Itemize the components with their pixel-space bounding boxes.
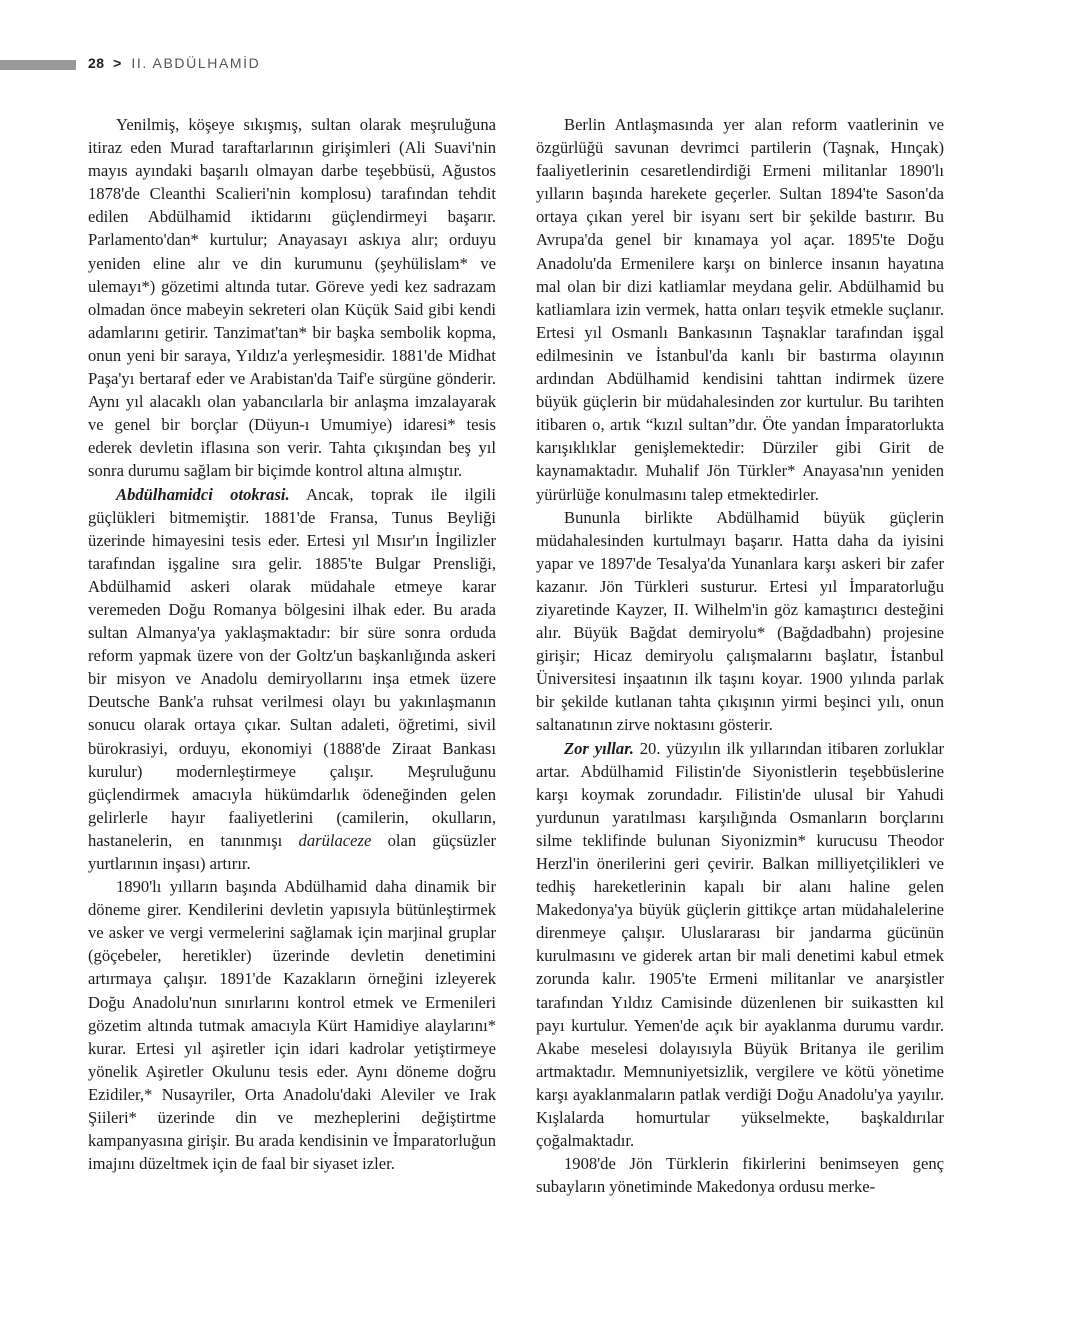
section-heading: Abdülhamidci otokrasi. <box>116 484 290 504</box>
paragraph <box>88 483 496 876</box>
paragraph-text: 20. yüzyılın ilk yıllarından itibaren zorluklar artar. Abdülhamid Filistin'de Siyonistlerin teşebbüslerine karşı koymak zorundadır. Filistin'de ulusal bir Yahudi yurdunun yaratılması karşılığında Osmanların borçlarını silme teklifinde bulunan Siyonizmin* kurucusu Theodor Herzl'in önerilerini geri çevirir. Balkan milliyetçilikleri ve tedhiş hareketlerinin kapalı bir alanı haline gelen Makedonya'ya büyük güçlerin gittikçe artan müdahalelerine direnmeye çalışır. Uluslararası bir jandarma gücünün kurulmasını ve giderek artan bir mali denetimi kabul etmek zorunda kalır. 1905'te Ermeni militanlar ve anarşistler tarafından Yıldız Camisinde düzenlenen bir suikastten kıl payı kurtulur. Yemen'de açık bir ayaklanma durumu vardır. Akabe meselesi dolayısıyla Büyük Britanya ile gerilim artmaktadır. Memnuniyetsizlik, vergilere ve kötü yönetime karşı ayaklanmaların patlak verdiği Doğu Anadolu'ya yayılır. Kışlalarda homurtular yükselmekte, başkaldırılar çoğalmaktadır. <box>536 738 944 1151</box>
paragraph-text: Ancak, toprak ile ilgili güçlükleri bitmemiştir. 1881'de Fransa, Tunus Beyliği üzerinde himayesini tesis eder. Ertesi yıl Mısır'ın İngilizler tarafından işgaline sıra gelir. 1885'te Bulgar Prensliği, Abdülhamid askeri olarak müdahale etmeye karar veremeden Doğu Romanya bölgesini ilhak eder. Bu arada sultan Almanya'ya yaklaşmaktadır: bir süre sonra orduda reform yapmak üzere von der Goltz'un başkanlığında askeri bir misyon ve Anadolu demiryollarını inşa etmek üzere Deutsche Bank'a ruhsat verilmesi olayı bu yakınlaşmanın sonucu olarak ortaya çıkar. Sultan adaleti, öğretimi, sivil bürokrasiyi, orduyu, ekonomiyi (1888'de Ziraat Bankası kurulur) modernleştirmeye çalışır. Meşruluğunu güçlendirmek amacıyla hükümdarlık ödeneğinden gelen gelirlerle hayır faaliyetlerini (camilerin, okulların, hastanelerin, en tanınmışı <box>88 484 496 850</box>
right-column <box>536 113 944 1198</box>
italic-term: darülaceze <box>298 830 372 850</box>
chapter-title: II. ABDÜLHAMİD <box>131 55 261 71</box>
paragraph: Yenilmiş, köşeye sıkışmış, sultan olarak meşruluğuna itiraz eden Murad taraftarlarının girişimleri (Ali Suavi'nin mayıs ayındaki başarılı olmayan darbe teşebbüsü, Ağustos 1878'de Cleanthi Scalieri'nin komplosu) tarafından tehdit edilen Abdülhamid iktidarını güçlendirmeyi başarır. Parlamento'dan* kurtulur; Anayasayı askıya alır; orduyu yeniden eline alır ve din kurumunu (şeyhülislam* ve ulemayı*) gözetimi altında tutar. Göreve yedi kez sadrazam olmadan önce mabeyin sekreteri olan Küçük Said gibi kendi adamlarını getirir. Tanzimat'tan* bir başka sembolik kopma, onun yeni bir saraya, Yıldız'a yerleşmesidir. 1881'de Midhat Paşa'yı bertaraf eder ve Arabistan'da Taif'e sürgüne gönderir. Aynı yıl alacaklı olan yabancılarla bir anlaşma imzalayarak ve genel bir borçlar (Düyun-ı Umumiye) idaresi* tesis ederek devletin iflasına son verir. Tahta çıkışından beş yıl sonra durumu sağlam bir biçimde kontrol altına almıştır. <box>88 115 496 481</box>
section-heading: Zor yıllar. <box>564 738 634 758</box>
paragraph: Berlin Antlaşmasında yer alan reform vaatlerinin ve özgürlüğü savunan devrimci partilerin (Taşnak, Hınçak) faaliyetlerinin cesaretlendirdiği Ermeni militanlar 1890'lı yılların başında harekete geçerler. Sultan 1894'te Sason'da ortaya çıkan yerel bir isyanı sert bir şekilde bastırır. Bu Avrupa'da genel bir kınamaya yol açar. 1895'te Doğu Anadolu'da Ermenilere karşı on binlerce insanın hayatına mal olan bir dizi katliamlar meydana gelir. Abdülhamid bu katliamlara izin vermek, hatta onları teşvik etmekle suçlanır. Ertesi yıl Osmanlı Bankasının Taşnaklar tarafından işgal edilmesinin ve İstanbul'da kanlı bir bastırma olayının ardından Abdülhamid kendisini tahttan indirmek üzere büyük güçlerin bir müdahalesinden zor kurtulur. Bu tarihten itibaren o, artık “kızıl sultan”dır. Öte yandan İmparatorlukta karışıklıklar genişlemektedir: Dürziler gibi Girit de kaynamaktadır. Muhalif Jön Türkler* Anayasa'nın yeniden yürürlüğe konulmasını talep etmektedirler. <box>536 115 944 504</box>
header-bar <box>0 60 76 70</box>
paragraph-text: olan güçsüzler yurtlarının inşası) artırır. <box>88 830 496 873</box>
page-number: 28 <box>88 55 105 71</box>
header-arrow: > <box>113 55 123 71</box>
paragraph: 1908'de Jön Türklerin fikirlerini benimseyen genç subayların yönetiminde Makedonya ordusu merke- <box>536 1154 944 1197</box>
left-column <box>88 113 496 1175</box>
running-header <box>88 55 260 71</box>
paragraph: 1890'lı yılların başında Abdülhamid daha dinamik bir döneme girer. Kendilerini devletin yapısıyla bütünleştirmek ve asker ve vergi vermelerini sağlamak için marjinal gruplar (göçebeler, heretikler) üzerinde devletin denetimini artırmaya çalışır. 1891'de Kazakların örneğini izleyerek Doğu Anadolu'nun sınırlarını kontrol etmek ve Ermenileri gözetim altında tutmak amacıyla Kürt Hamidiye alaylarını* kurar. Ertesi yıl aşiretler için idari kadrolar yetiştirmeye yönelik Aşiretler Okulunu tesis eder. Aynı döneme doğru Ezidiler,* Nusayriler, Orta Anadolu'daki Aleviler ve Irak Şiileri* üzerinde din ve mezheplerini değiştirtme kampanyasına girişir. Bu arada kendisinin ve İmparatorluğun imajını düzeltmek için de faal bir siyaset izler. <box>88 877 496 1174</box>
paragraph <box>536 737 944 1153</box>
paragraph: Bununla birlikte Abdülhamid büyük güçlerin müdahalesinden kurtulmayı başarır. Hatta daha da iyisini yapar ve 1897'de Tesalya'da Yunanlara karşı askeri bir zafer kazanır. Jön Türkleri susturur. Ertesi yıl İmparatorluğu ziyaretinde Kayzer, II. Wilhelm'in göz kamaştırıcı desteğini alır. Büyük Bağdat demiryolu* (Bağdadbahn) projesine girişir; Hicaz demiryolu çalışmalarını başlatır, İstanbul Üniversitesi inşaatının ilk taşını koyar. 1900 yılında parlak bir şekilde kutlanan tahta çıkışının yirmi beşinci yılı, onun saltanatının zirve noktasını gösterir. <box>536 507 944 735</box>
